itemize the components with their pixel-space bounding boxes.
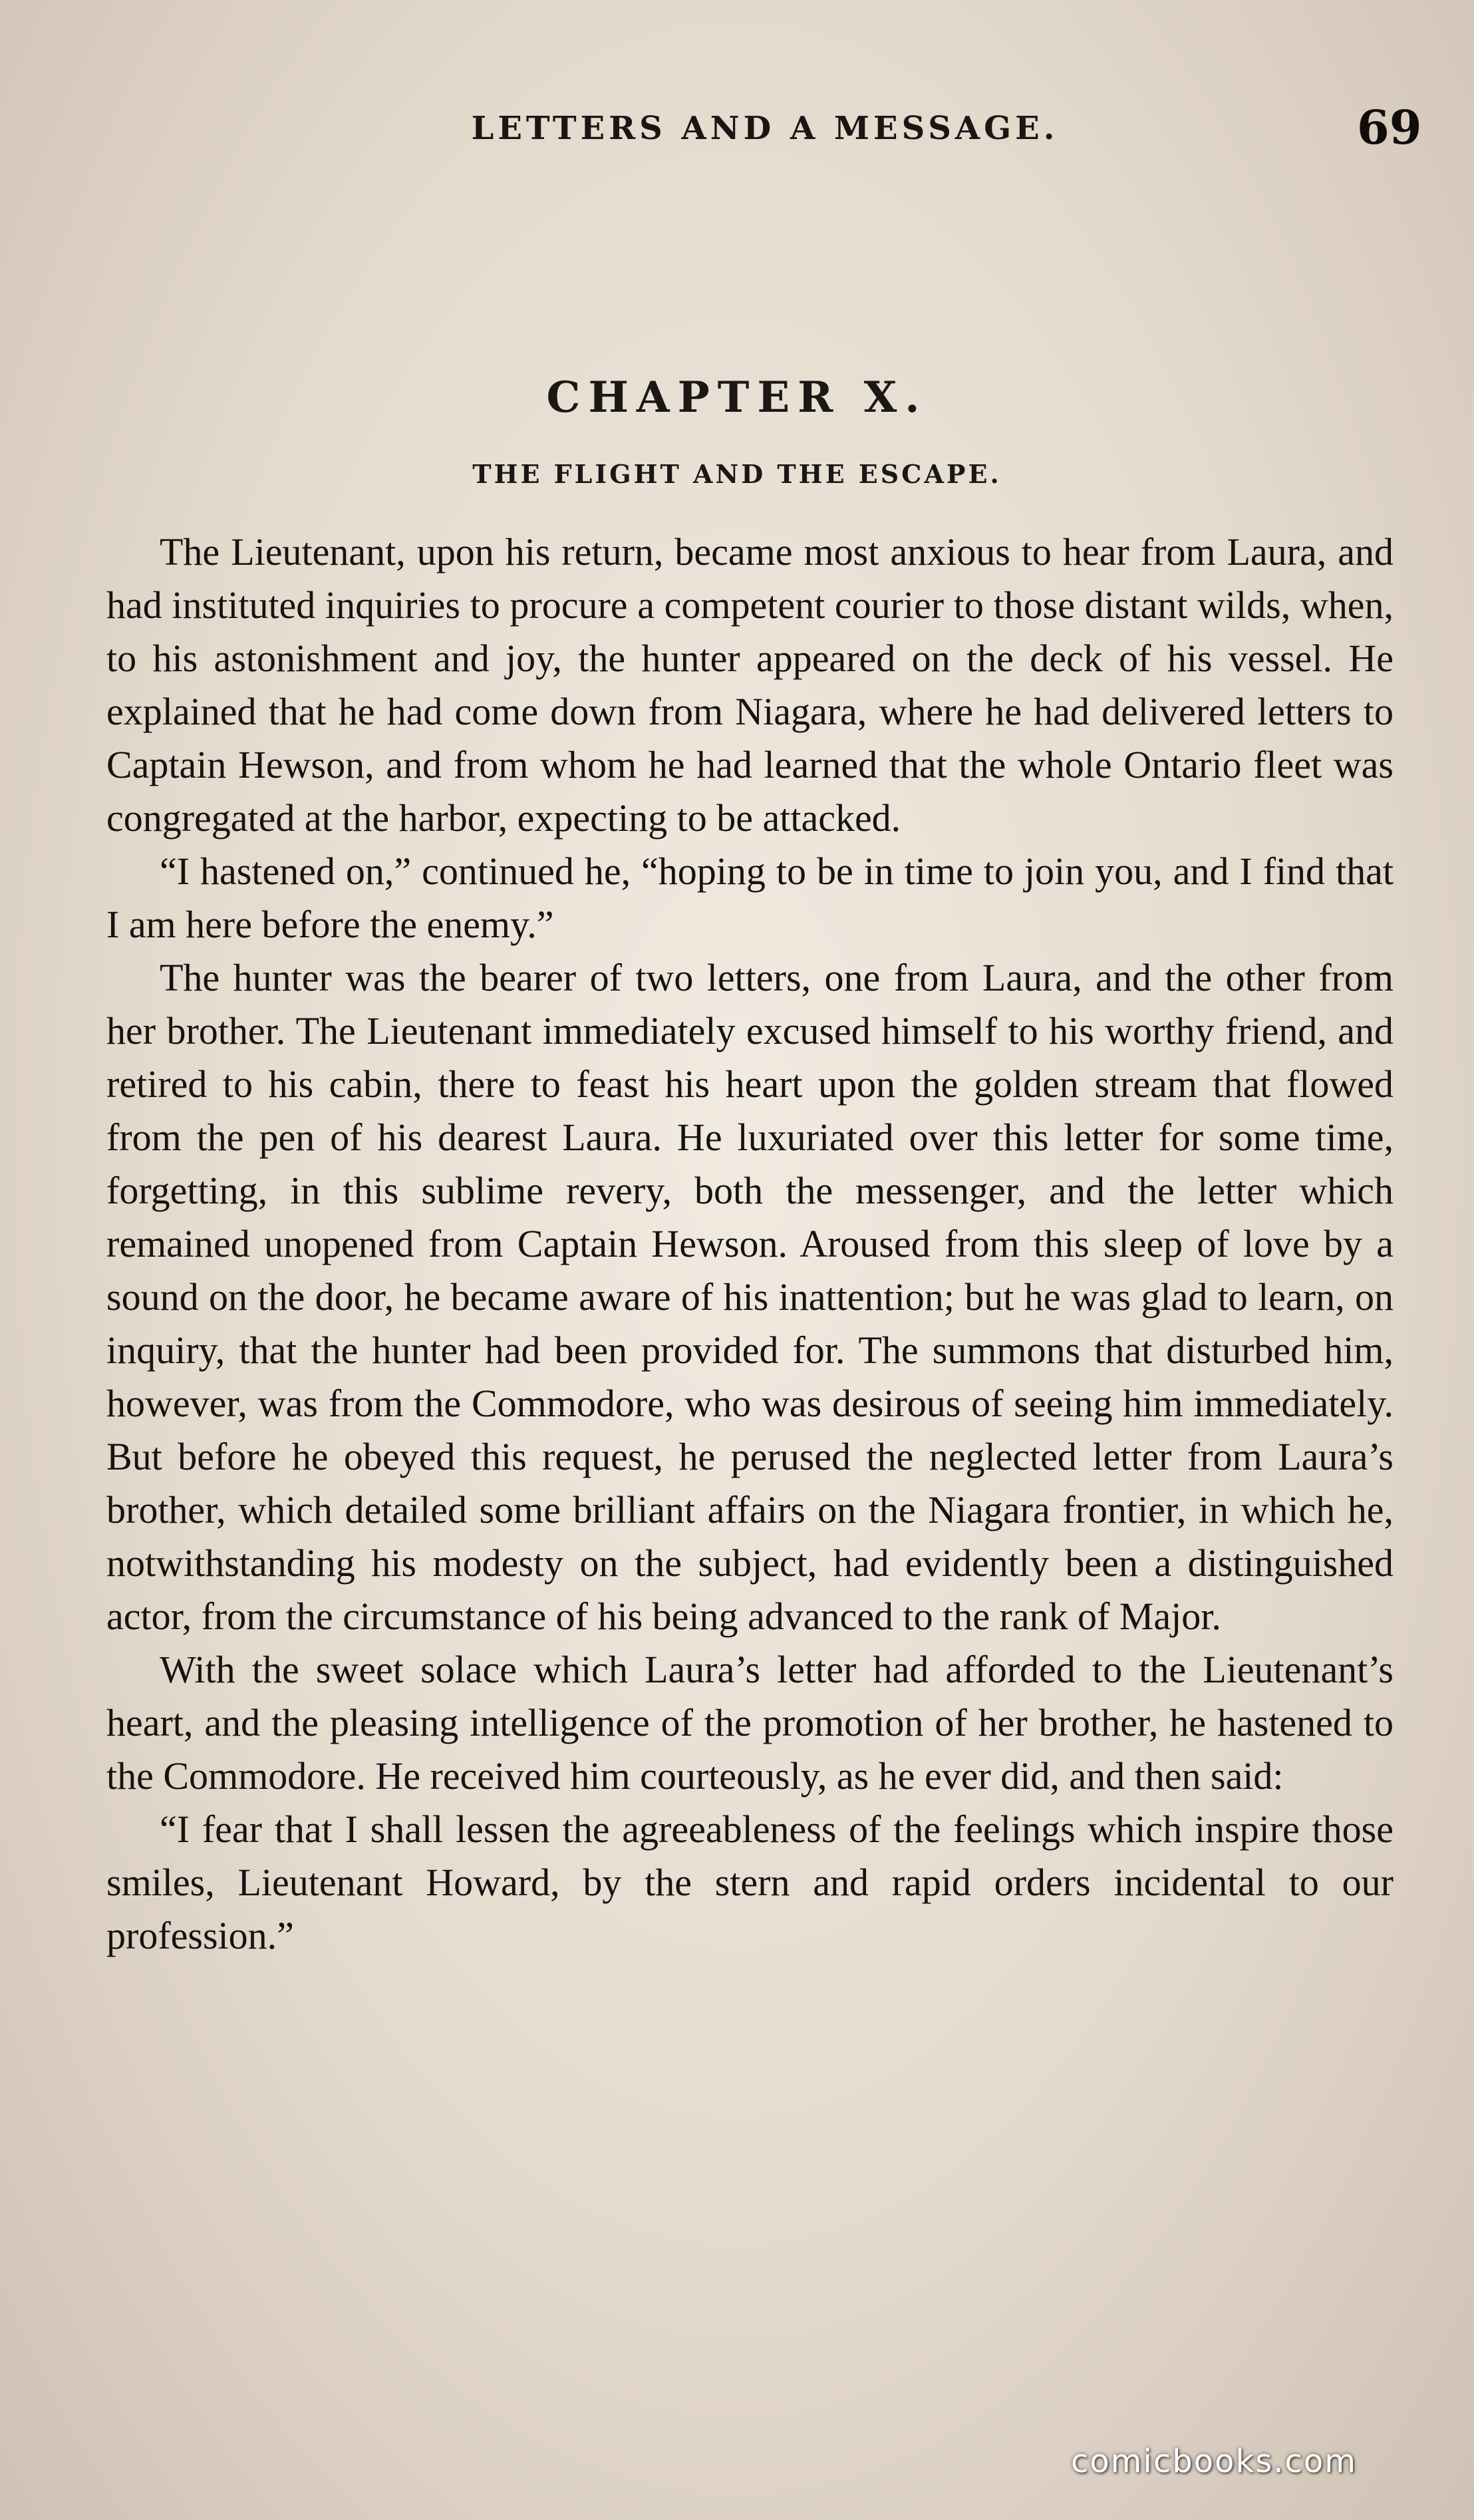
body-text [106,526,1394,1963]
chapter-title: CHAPTER X. [546,373,928,422]
running-head: LETTERS AND A MESSAGE. [471,110,1059,147]
paragraph: “I hastened on,” continued he, “hoping to be in time to join you, and I find that I am here before the enemy.” [106,850,1394,946]
watermark: comicbooks.com [1071,2443,1358,2480]
paragraph: “I fear that I shall lessen the agreeableness of the feelings which inspire those smiles, Lieutenant Howard, by the stern and rapid orders incidental to our profession.” [106,1808,1394,1957]
page-number: 69 [1357,100,1422,155]
paragraph: The Lieutenant, upon his return, became most anxious to hear from Laura, and had instituted inquiries to procure a competent courier to those distant wilds, when, to his astonishment and joy, the hunter appeared on the deck of his vessel. He explained that he had come down from Niagara, where he had delivered letters to Captain Hewson, and from whom he had learned that the whole Ontario fleet was congregated at the harbor, expecting to be attacked. [106,530,1394,840]
paragraph: The hunter was the bearer of two letters, one from Laura, and the other from her brother. The Lieutenant immediately excused himself to his worthy friend, and retired to his cabin, there to feast his heart upon the golden stream that flowed from the pen of his dearest Laura. He luxuriated over this letter for some time, forgetting, in this sublime revery, both the messenger, and the letter which remained unopened from Captain Hewson. Aroused from this sleep of love by a sound on the door, he became aware of his inattention; but he was glad to learn, on inquiry, that the hunter had been provided for. The summons that disturbed him, however, was from the Commodore, who was desirous of seeing him immediately. But before he obeyed this request, he perused the neglected letter from Laura’s brother, which detailed some brilliant affairs on the Niagara frontier, in which he, notwithstanding his modesty on the subject, had evidently been a distinguished actor, from the circumstance of his being advanced to the rank of Major. [106,956,1394,1638]
chapter-subtitle: THE FLIGHT AND THE ESCAPE. [472,459,1002,489]
paragraph: With the sweet solace which Laura’s letter had afforded to the Lieutenant’s heart, and the pleasing intelligence of the promotion of her brother, he hastened to the Commodore. He received him courteously, as he ever did, and then said: [106,1648,1394,1798]
